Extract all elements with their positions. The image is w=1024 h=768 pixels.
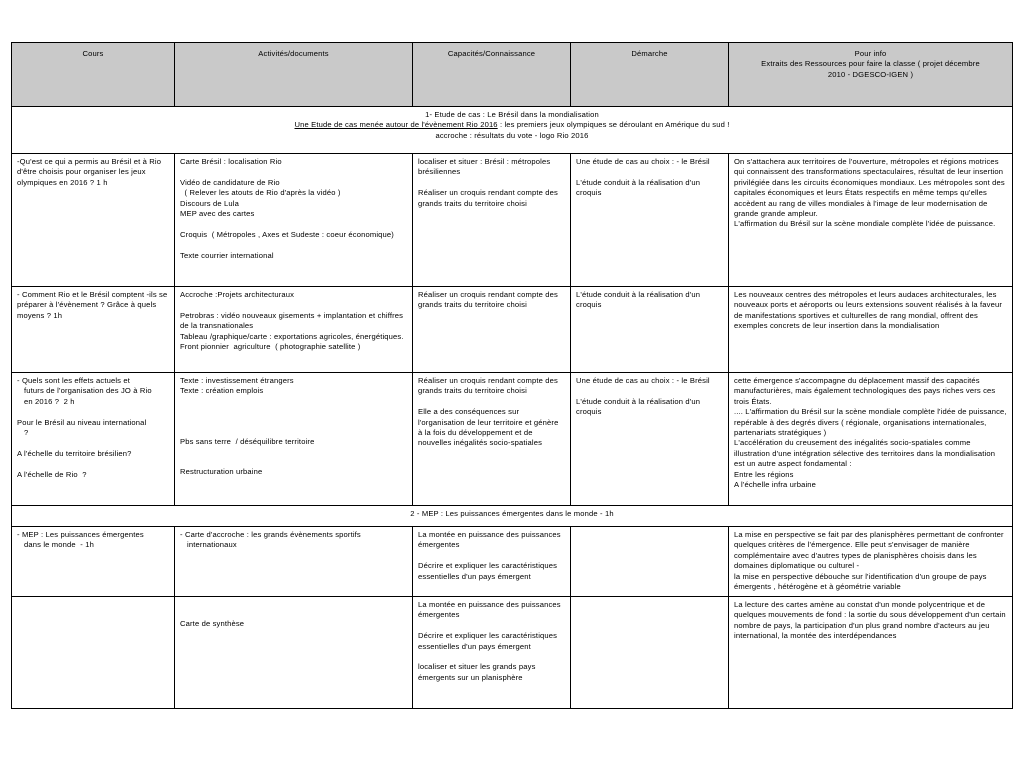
row-1-act-5: MEP avec des cartes [180,209,255,219]
header-capacites: Capacités/Connaissance [413,43,571,107]
row-4-act-2: internationaux [187,540,237,550]
row-3-capacites [413,373,571,506]
row-5-cap-3: localiser et situer les grands pays émergents sur un planisphère [418,662,538,682]
row-5-cap-2: Décrire et expliquer les caractéristiques essentielles d'un pays émergent [418,631,560,651]
header-activites: Activités/documents [175,43,413,107]
row-1-act-3: ( Relever les atouts de Rio d'après la vidéo ) [180,188,341,198]
table-header-row [12,43,1013,107]
row-3-cours-1: - Quels sont les effets actuels et [17,376,131,385]
table-row [12,373,1013,506]
pour-info-line-2: 2010 - DGESCO-IGEN ) [827,69,914,79]
row-4-demarche [571,527,729,597]
row-2-capacites: Réaliser un croquis rendant compte des grands traits du territoire choisi [413,287,571,373]
row-4-cap-1: La montée en puissance des puissances émergentes [418,530,564,550]
row-4-info [729,527,1013,597]
row-3-cours [12,373,175,506]
row-1-demarche [571,154,729,287]
row-2-act-1: Accroche :Projets architecturaux [180,290,295,299]
row-1-dem-2: L'étude conduit à la réalisation d'un croquis [576,177,703,198]
row-2-act-3: Tableau /graphique/carte : exportations agricoles, énergétiques. [180,331,404,341]
row-5-capacites [413,597,571,709]
row-1-dem-1: Une étude de cas au choix : - le Brésil [576,157,710,166]
row-1-act-4: Discours de Lula [180,198,239,208]
row-4-cours-1: - MEP : Les puissances émergentes [17,530,144,539]
row-5-activites [175,597,413,709]
row-1-act-1: Carte Brésil : localisation Rio [180,157,282,166]
section-1-subtitle [17,120,1007,130]
row-3-demarche [571,373,729,506]
table-row [12,527,1013,597]
row-2-demarche: L'étude conduit à la réalisation d'un croquis [571,287,729,373]
header-cours: Cours [12,43,175,107]
row-1-cap-2: Réaliser un croquis rendant compte des grands traits du territoire choisi [418,188,561,208]
row-1-activites [175,154,413,287]
row-3-cours-4: Pour le Brésil au niveau international [17,417,147,427]
row-3-cours-7: A l'échelle de Rio ? [17,469,87,479]
section-2-heading: 2 - MEP : Les puissances émergentes dans le monde - 1h [12,506,1013,527]
row-2-act-4: Front pionnier agriculture ( photographie satellite ) [180,342,361,352]
row-5-act: Carte de synthèse [180,619,245,628]
row-1-act-2: Vidéo de candidature de Rio [180,177,280,187]
row-1-act-7: Texte courrier international [180,250,274,260]
table-row [12,154,1013,287]
section-1-row [12,107,1013,154]
row-3-act-3: Pbs sans terre / déséquilibre territoire [180,436,315,446]
row-3-cap-2: Elle a des conséquences sur l'organisation de leur territoire et génère à la fois du développement et de nouvelles inégalités socio-spatiales [418,407,561,448]
row-3-dem-2: L'étude conduit à la réalisation d'un croquis [576,396,703,417]
row-3-info [729,373,1013,506]
section-1-heading [12,107,1013,154]
row-4-cours [12,527,175,597]
row-3-cours-6: A l'échelle du territoire brésilien? [17,448,132,458]
row-1-info-text: On s'attachera aux territoires de l'ouverture, métropoles et régions motrices qui connaissent des transformations spectaculaires, résultat de leur insertion privilégiée dans les circuits économiques mondiaux. Les métropoles sont des capitales économiques et leurs États respectifs en même temps qu'elles accèdent au rang de villes mondiales à l'image de leur modernisation de grande grande ampleur. L'affirmation du Brésil sur la scène mondiale complète l'idée de puissance. [734,157,1005,229]
row-2-act-2: Petrobras : vidéo nouveaux gisements + implantation et chiffres de la transnationales [180,310,406,331]
row-3-cours-3: en 2016 ? 2 h [24,396,75,406]
table-row [12,597,1013,709]
row-4-info-text: La mise en perspective se fait par des planisphères permettant de confronter quelques critères de l'émergence. Elle peut s'envisager de manière complémentaire avec d'autres types de planisphères choisis dans les domaines diplomatique ou culturel - la mise en perspective débouche sur l'identification d'un groupe de pays émergents , hétérogène et à géométrie variable [734,530,1004,592]
section-1-accroche: accroche : résultats du vote - logo Rio 2016 [435,130,589,140]
row-1-info [729,154,1013,287]
row-1-capacites [413,154,571,287]
row-3-act-4: Restructuration urbaine [180,467,263,477]
row-1-cap-1: localiser et situer : Brésil : métropoles brésiliennes [418,157,553,177]
row-1-cours: -Qu'est ce qui a permis au Brésil et à Rio d'être choisis pour organiser les jeux olympiques en 2016 ? 1 h [12,154,175,287]
row-2-info: Les nouveaux centres des métropoles et leurs audaces architecturales, les nouveaux ports et aéroports ou leurs extensions souvent réalisés à la faveur de manifestations sportives et culturelles de rang mondial, offrent des exemples concrets de leur insertion dans la mondialisation [729,287,1013,373]
row-3-cap-1: Réaliser un croquis rendant compte des grands traits du territoire choisi [418,376,561,396]
row-5-demarche [571,597,729,709]
section-2-row [12,506,1013,527]
curriculum-table [11,42,1013,709]
row-3-info-text: cette émergence s'accompagne du déplacement massif des capacités manufacturières, mais également technologiques des pays riches vers ces trois États. .... L'affirmation du Brésil sur la scène mondiale complète l'idée de puissance, repérable à des degrés divers ( régionale, organisations internationales, partenariats stratégiques ) L'accélération du creusement des inégalités socio-spatiales comme illustration d'une intégration sélective des territoires dans la mondialisation est un autre aspect fondamental : Entre les régions A l'échelle infra urbaine [734,376,1007,490]
header-pour-info [729,43,1013,107]
header-demarche: Démarche [571,43,729,107]
row-4-cours-2: dans le monde - 1h [24,540,94,550]
row-3-cours-2: futurs de l'organisation des JO à Rio [24,386,152,396]
row-5-cap-1: La montée en puissance des puissances émergentes [418,600,564,620]
row-5-cours [12,597,175,709]
section-1-subtitle-underlined: Une Etude de cas menée autour de l'évènement Rio 2016 [294,120,498,130]
table-row [12,287,1013,373]
row-5-info: La lecture des cartes amène au constat d'un monde polycentrique et de quelques mouvements de fond : la sortie du sous développement d'un certain nombre de pays, la participation d'un plus grand nombre d'acteurs au jeu international, la montée des interdépendances [729,597,1013,709]
section-1-title: 1- Etude de cas : Le Brésil dans la mondialisation [425,110,599,119]
row-4-cap-2: Décrire et expliquer les caractéristiques essentielles d'un pays émergent [418,561,560,581]
row-2-cours: - Comment Rio et le Brésil comptent -ils se préparer à l'évènement ? Grâce à quels moyens ? 1h [12,287,175,373]
row-2-activites [175,287,413,373]
row-4-capacites [413,527,571,597]
pour-info-title: Pour info [854,49,887,58]
row-4-activites [175,527,413,597]
pour-info-line-1: Extraits des Ressources pour faire la classe ( projet décembre [761,59,980,69]
row-3-cours-5: ? [24,428,29,438]
row-3-act-1: Texte : investissement étrangers [180,376,294,385]
row-3-activites [175,373,413,506]
row-4-act-1: - Carte d'accroche : les grands évènements sportifs [180,530,361,539]
row-3-dem-1: Une étude de cas au choix : - le Brésil [576,376,710,385]
row-3-act-2: Texte : création emplois [180,386,264,396]
row-1-act-6: Croquis ( Métropoles , Axes et Sudeste : coeur économique) [180,229,394,239]
section-1-subtitle-rest: : les premiers jeux olympiques se déroulant en Amérique du sud ! [497,120,730,130]
